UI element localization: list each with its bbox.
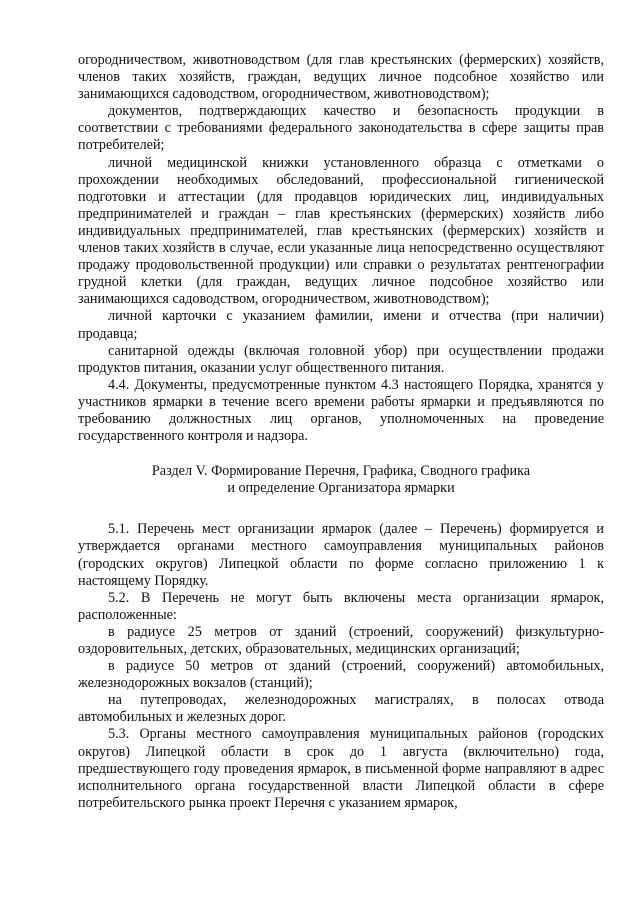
paragraph: огородничеством, животноводством (для глав крестьянских (фермерских) хозяйств, членов таких хозяйств, граждан, ведущих личное подсобное хозяйство или занимающихся садоводством, огородничеством, животноводством); [78,52,604,103]
paragraphs-after [78,521,604,812]
paragraph: на путепроводах, железнодорожных магистралях, в полосах отвода автомобильных и железных дорог. [78,692,604,726]
paragraph: 5.1. Перечень мест организации ярмарок (далее – Перечень) формируется и утверждается органами местного самоуправления муниципальных районов (городских округов) Липецкой области по форме согласно приложению 1 к настоящему Порядку. [78,521,604,589]
section-heading-line-1: Раздел V. Формирование Перечня, Графика, Сводного графика [151,463,531,480]
paragraph: документов, подтверждающих качество и безопасность продукции в соответствии с требованиями федерального законодательства в сфере защиты прав потребителей; [78,103,604,154]
paragraph: 4.4. Документы, предусмотренные пунктом 4.3 настоящего Порядка, хранятся у участников ярмарки в течение всего времени работы ярмарки и предъявляются по требованию должностных лиц органов, уполномоченных на проведение государственного контроля и надзора. [78,376,604,445]
paragraph: в радиусе 25 метров от зданий (строений, сооружений) физкультурно-оздоровительных, детских, образовательных, медицинских организаций; [78,623,604,657]
paragraphs-before [78,52,604,445]
paragraph: личной медицинской книжки установленного образца с отметками о прохождении необходимых обследований, профессиональной гигиенической подготовки и аттестации (для продавцов юридических лиц, индивидуальных предпринимателей и граждан – глав крестьянских (фермерских) хозяйств либо индивидуальных предпринимателей, глав крестьянских (фермерских) хозяйств и членов таких хозяйств в случае, если указанные лица непосредственно осуществляют продажу продовольственной продукции) или справки о результатах рентгенографии грудной клетки (для граждан, ведущих личное подсобное хозяйство или занимающихся садоводством, огородничеством, животноводством); [78,154,604,308]
paragraph: санитарной одежды (включая головной убор) при осуществлении продажи продуктов питания, оказании услуг общественного питания. [78,342,604,376]
section-heading [78,463,604,497]
paragraph: 5.3. Органы местного самоуправления муниципальных районов (городских округов) Липецкой области в срок до 1 августа (включительно) года, предшествующего году проведения ярмарок, в письменной форме направляют в адрес исполнительного органа государственной власти Липецкой области в сфере потребительского рынка проект Перечня с указанием ярмарок, [78,726,604,811]
paragraph: в радиусе 50 метров от зданий (строений, сооружений) автомобильных, железнодорожных вокзалов (станций); [78,658,604,692]
paragraph: 5.2. В Перечень не могут быть включены места организации ярмарок, расположенные: [78,589,604,623]
paragraph: личной карточки с указанием фамилии, имени и отчества (при наличии) продавца; [78,308,604,342]
section-heading-line-2: и определение Организатора ярмарки [227,480,455,497]
